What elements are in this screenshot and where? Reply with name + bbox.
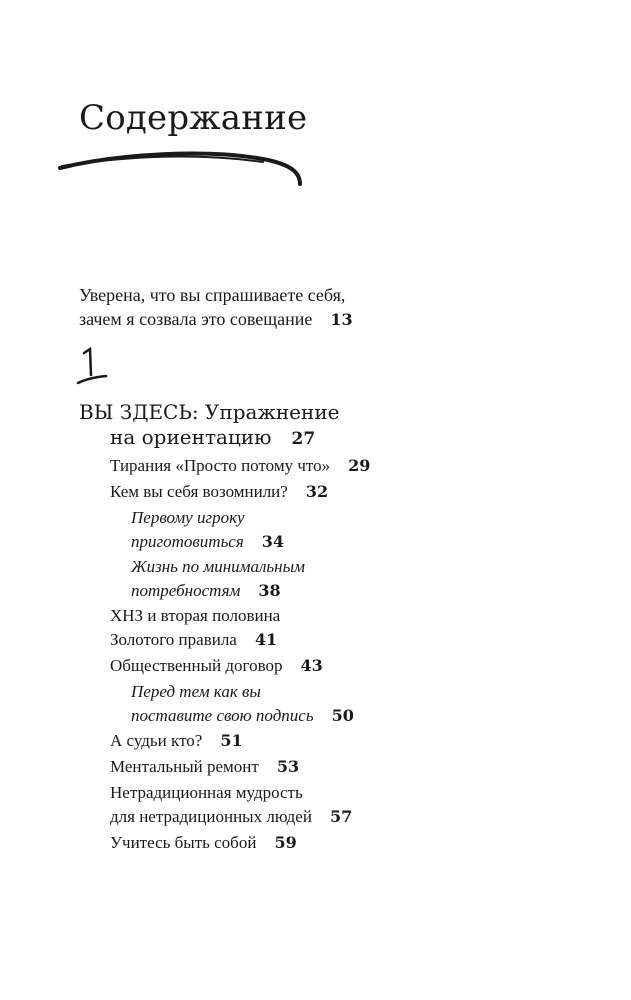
chapter-one-glyph [76, 345, 110, 387]
page-number: 32 [305, 482, 329, 501]
title-underline-swash [58, 150, 308, 195]
toc-entry-player: Первому игроку приготовиться 34 [131, 508, 285, 551]
toc-entry-contract: Общественный договор 43 [110, 656, 323, 675]
page-title: Содержание [79, 98, 308, 138]
page-number: 50 [331, 706, 354, 725]
toc-entry-yourself: Учитесь быть собой 59 [110, 833, 297, 852]
page-number: 57 [329, 807, 353, 826]
toc-part-you-are-here: ВЫ ЗДЕСЬ: Упражнение на ориентацию 27 [79, 400, 340, 449]
toc-entry-mental: Ментальный ремонт 53 [110, 757, 300, 776]
page-number: 13 [330, 310, 353, 329]
page-number: 27 [291, 429, 316, 449]
toc-entry-intro: Уверена, что вы спрашиваете себя, зачем я созвала это совещание 13 [79, 285, 353, 329]
page-number: 29 [348, 456, 371, 475]
page-number: 41 [254, 630, 278, 649]
page-number: 51 [220, 731, 243, 750]
page-number: 34 [261, 532, 285, 551]
toc-entry-who: Кем вы себя возомнили? 32 [110, 482, 329, 501]
page-number: 43 [300, 656, 323, 675]
toc-entry-wisdom: Нетрадиционная мудрость для нетрадиционных людей 57 [110, 783, 353, 826]
toc-entry-golden: ХНЗ и вторая половина Золотого правила 41 [110, 606, 281, 649]
toc-entry-minimal: Жизнь по минимальным потребностям 38 [131, 557, 305, 600]
page-number: 38 [258, 581, 281, 600]
page-number: 59 [274, 833, 297, 852]
page-number: 53 [276, 757, 300, 776]
chapter-numeral [76, 345, 110, 391]
toc-entry-signature: Перед тем как вы поставите свою подпись 50 [131, 682, 354, 725]
toc-entry-tyranny: Тирания «Просто потому что» 29 [110, 456, 371, 475]
toc-entry-judges: А судьи кто? 51 [110, 731, 243, 750]
